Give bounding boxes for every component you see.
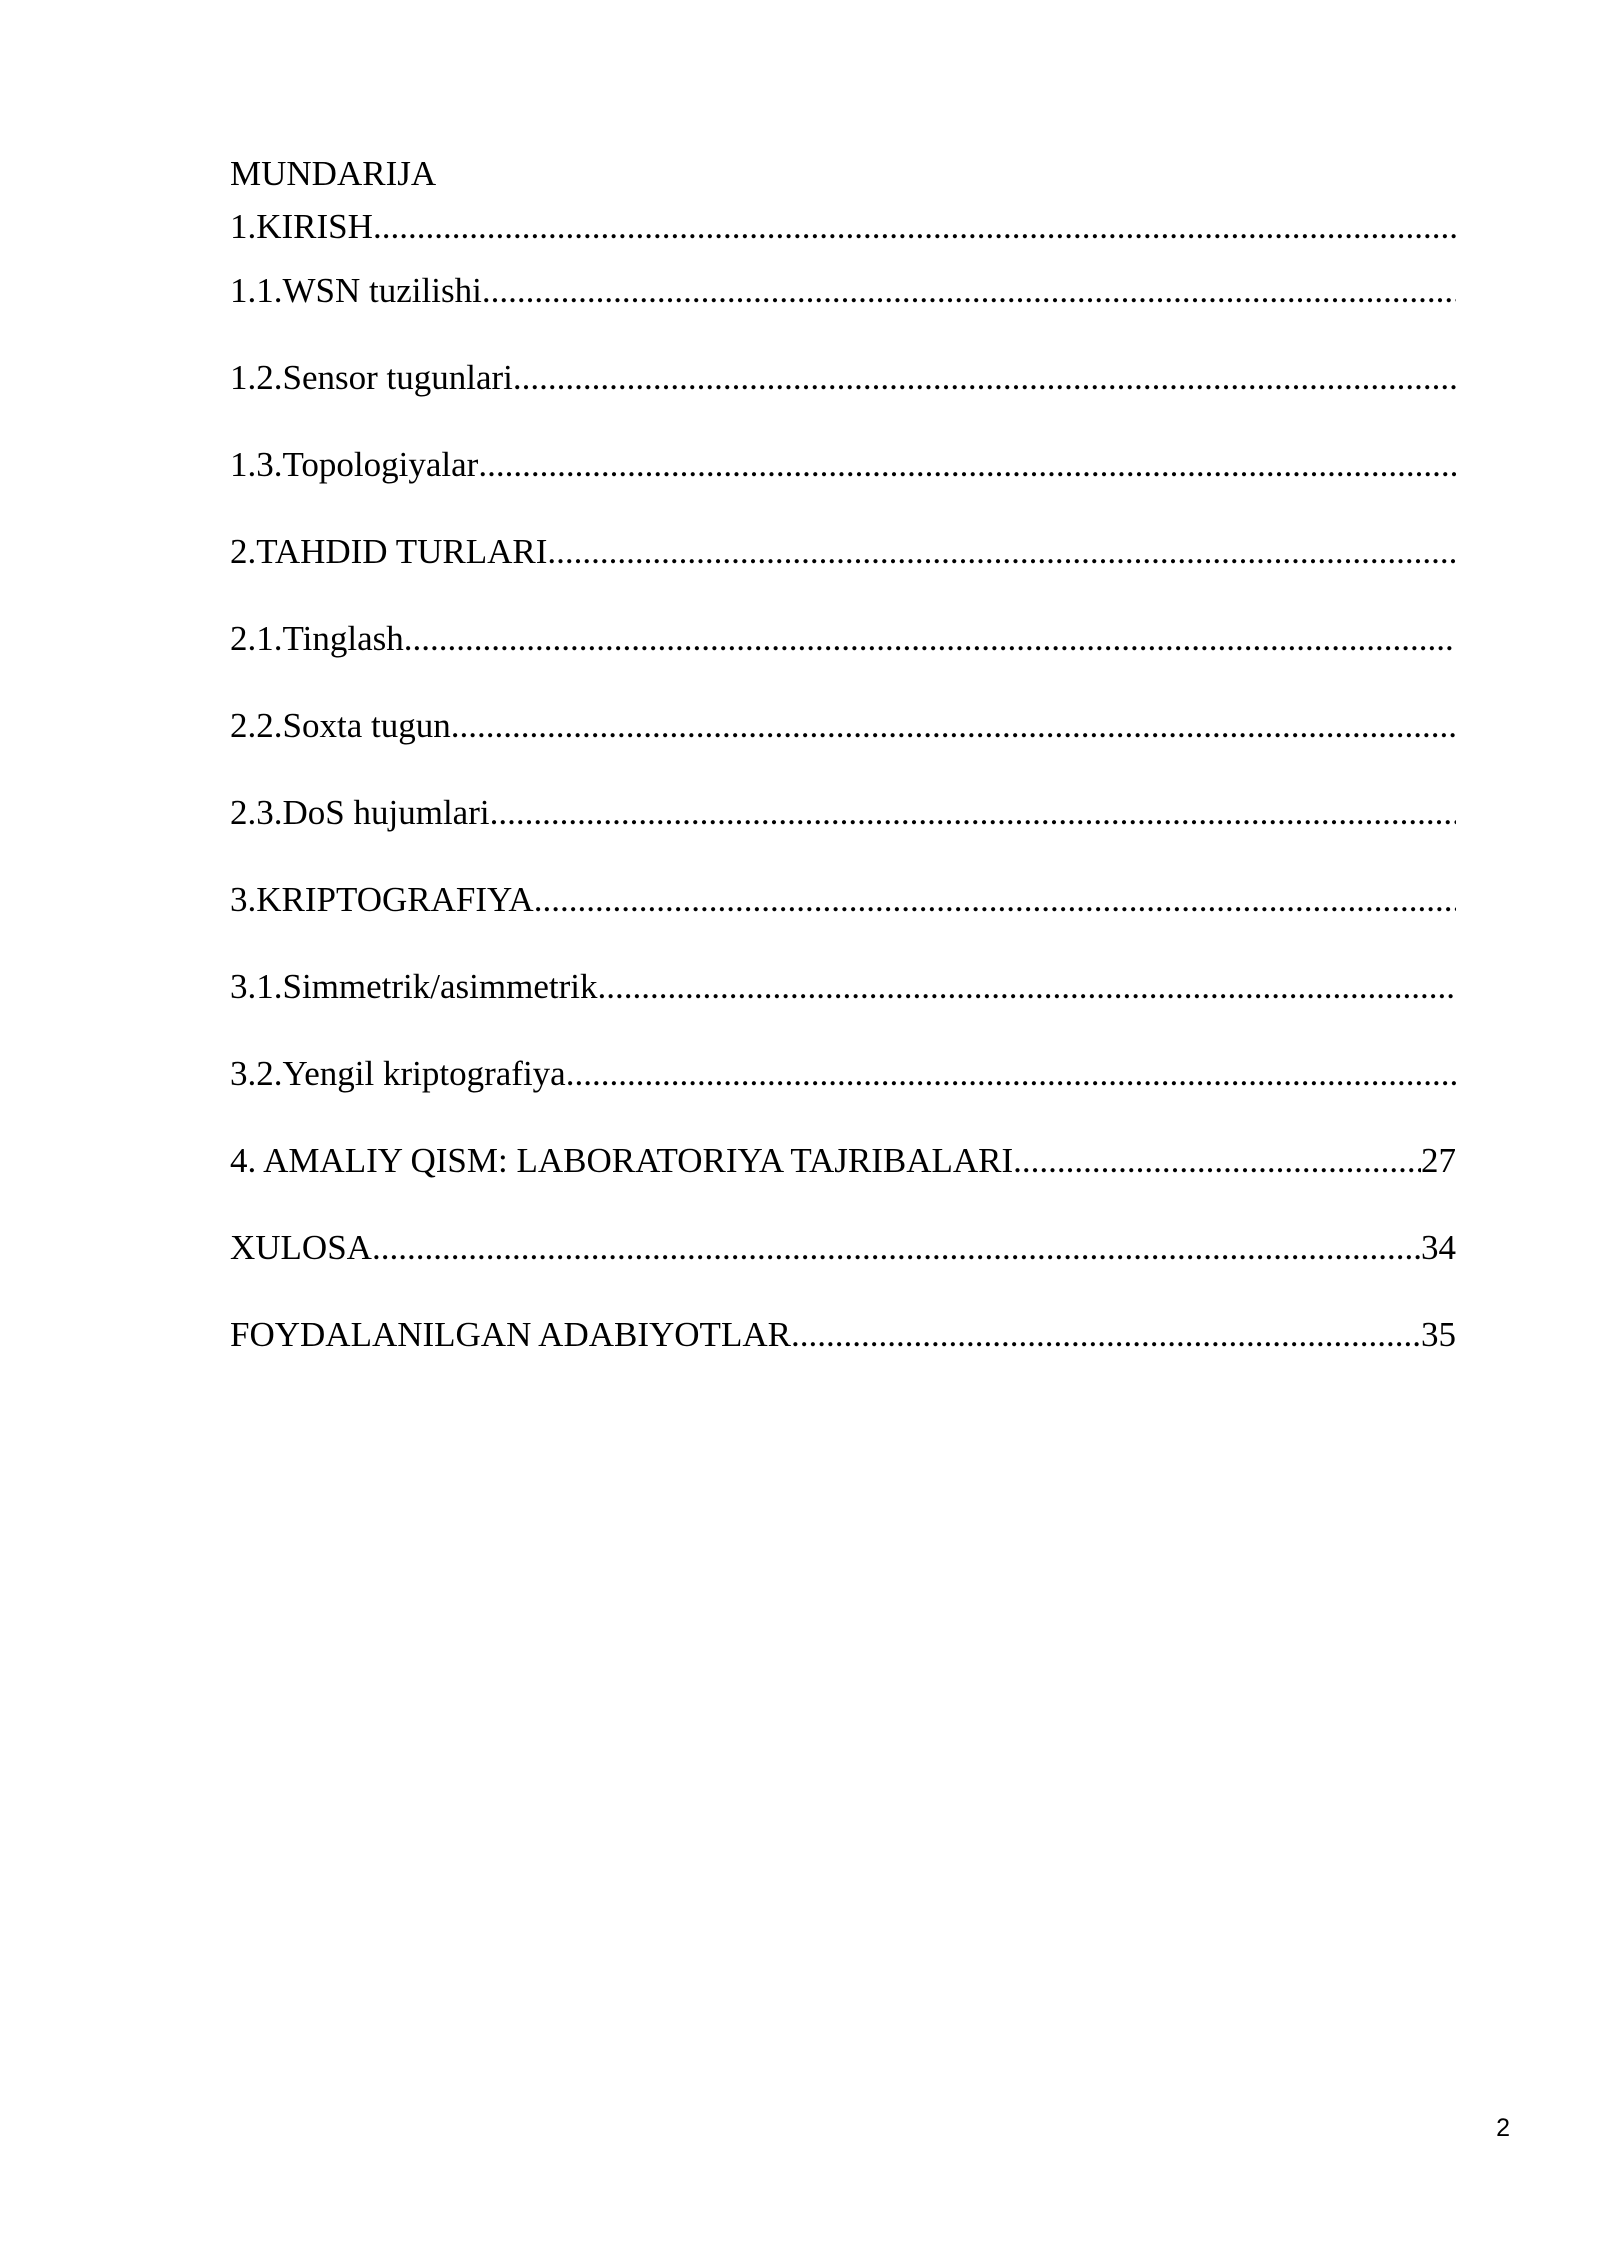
toc-entry-kirish[interactable] xyxy=(230,202,1456,252)
toc-dot-leader xyxy=(478,440,1456,490)
toc-entry-label: 4. AMALIY QISM: LABORATORIYA TAJRIBALARI xyxy=(230,1141,1014,1180)
toc-entry-sensor-tugunlari[interactable] xyxy=(230,353,1456,403)
toc-dot-leader xyxy=(1013,1136,1421,1186)
toc-entry-label: FOYDALANILGAN ADABIYOTLAR xyxy=(230,1315,791,1354)
table-of-contents xyxy=(230,146,1456,1354)
page-number: 2 xyxy=(1496,2114,1510,2142)
toc-dot-leader xyxy=(372,1223,1421,1273)
toc-entry-amaliy-qism[interactable] xyxy=(230,1136,1456,1186)
toc-entry-dos-hujumlari[interactable] xyxy=(230,788,1456,838)
toc-entry-yengil-kriptografiya[interactable] xyxy=(230,1049,1456,1099)
toc-dot-leader xyxy=(482,266,1456,316)
toc-dot-leader xyxy=(373,202,1456,252)
toc-dot-leader xyxy=(566,1049,1456,1099)
toc-entry-tahdid-turlari[interactable] xyxy=(230,527,1456,577)
toc-entry-topologiyalar[interactable] xyxy=(230,440,1456,490)
toc-dot-leader xyxy=(513,353,1456,403)
toc-entry-page: 35 xyxy=(1421,1315,1456,1354)
toc-title: MUNDARIJA xyxy=(230,154,437,193)
toc-entry-page: 27 xyxy=(1421,1141,1456,1180)
toc-entry-tinglash[interactable] xyxy=(230,614,1456,664)
toc-entry-foydalanilgan-adabiyotlar[interactable] xyxy=(230,1310,1456,1360)
toc-entry-label: XULOSA xyxy=(230,1228,372,1267)
toc-entry-xulosa[interactable] xyxy=(230,1223,1456,1273)
toc-dot-leader xyxy=(490,788,1456,838)
toc-entry-kriptografiya[interactable] xyxy=(230,875,1456,925)
toc-dot-leader xyxy=(534,875,1456,925)
toc-entry-simmetrik-asimmetrik[interactable] xyxy=(230,962,1456,1012)
toc-entry-label: 2.TAHDID TURLARI xyxy=(230,532,548,571)
toc-dot-leader xyxy=(451,701,1456,751)
toc-entry-label: 3.2.Yengil kriptografiya xyxy=(230,1054,566,1093)
toc-dot-leader xyxy=(547,527,1456,577)
toc-dot-leader xyxy=(597,962,1456,1012)
toc-entry-label: 1.1.WSN tuzilishi xyxy=(230,271,482,310)
toc-entry-label: 1.2.Sensor tugunlari xyxy=(230,358,513,397)
toc-entry-wsn-tuzilishi[interactable] xyxy=(230,266,1456,316)
toc-entry-label: 2.1.Tinglash xyxy=(230,619,404,658)
toc-entry-label: 2.2.Soxta tugun xyxy=(230,706,451,745)
toc-entry-label: 2.3.DoS hujumlari xyxy=(230,793,490,832)
toc-dot-leader xyxy=(404,614,1456,664)
toc-dot-leader xyxy=(791,1310,1421,1360)
toc-entry-label: 3.KRIPTOGRAFIYA xyxy=(230,880,534,919)
toc-entry-label: 3.1.Simmetrik/asimmetrik xyxy=(230,967,598,1006)
toc-entry-label: 1.3.Topologiyalar xyxy=(230,445,479,484)
toc-entry-label: 1.KIRISH xyxy=(230,207,373,246)
toc-entry-page: 34 xyxy=(1421,1228,1456,1267)
toc-entry-soxta-tugun[interactable] xyxy=(230,701,1456,751)
